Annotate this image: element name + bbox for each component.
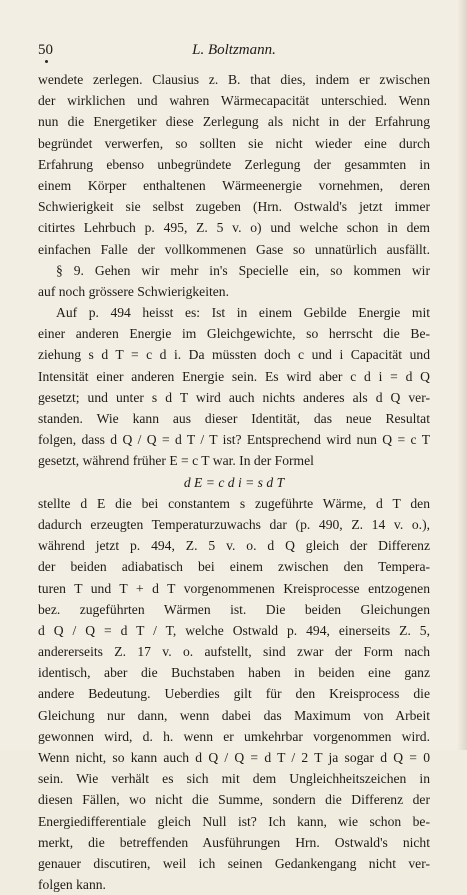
text-line: einem Körper enthaltenen Wärmeenergie vornehmen, deren: [38, 177, 430, 193]
formula-line: d E = c d i = s d T: [183, 474, 285, 490]
text-line: diesen Fällen, wo nicht die Summe, sondern die Differenz der: [38, 792, 430, 808]
text-line: folgen kann.: [38, 877, 106, 893]
body-text: [38, 69, 430, 895]
text-line: turen T und T + d T vorgenommenen Kreisprocesse entzogenen: [38, 580, 430, 596]
text-line: einfachen Falle der vollkommenen Gase so unnatürlich ausfällt.: [38, 241, 430, 257]
text-line: § 9. Gehen wir mehr in's Specielle ein, so kommen wir: [56, 262, 430, 278]
text-line: gewonnen wird, d. h. wenn er umkehrbar vorgenommen wird.: [38, 728, 430, 744]
text-line: Schwierigkeit sie selbst zugeben (Hrn. Ostwald's jetzt immer: [38, 199, 430, 215]
text-line: während jetzt p. 494, Z. 5 v. o. d Q gleich der Differenz: [38, 538, 430, 554]
text-line: auf noch grössere Schwierigkeiten.: [38, 283, 230, 299]
text-line: ziehung s d T = c d i. Da müssten doch c und i Capacität und: [38, 347, 430, 363]
running-head: L. Boltzmann.: [192, 42, 276, 58]
text-line: identisch, aber die Buchstaben haben in beiden eine ganz: [38, 665, 430, 681]
text-line: nun die Energetiker diese Zerlegung als nicht in der Erfahrung: [38, 114, 430, 130]
text-line: gesetzt; und unter s d T wird auch nichts anderes als d Q ver-: [38, 389, 430, 405]
text-line: andere Bedeutung. Ueberdies gilt für den Kreisprocess die: [38, 686, 430, 702]
text-line: gesetzt, während früher E = c T war. In der Formel: [38, 453, 314, 469]
page-header: [38, 40, 430, 60]
text-line: folgen, dass d Q / Q = d T / T ist? Entsprechend wird nun Q = c T: [38, 432, 430, 448]
text-line: Gleichung nur dann, wenn dabei das Maximum von Arbeit: [38, 707, 430, 723]
text-line: wendete zerlegen. Clausius z. B. that dies, indem er zwischen: [38, 72, 430, 87]
text-line: d Q / Q = d T / T, welche Ostwald p. 494, einerseits Z. 5,: [38, 622, 430, 638]
text-line: standen. Wie kann aus dieser Identität, das neue Resultat: [38, 411, 430, 426]
text-line: citirtes Lehrbuch p. 495, Z. 5 v. o) und welche schon in dem: [38, 220, 430, 236]
text-line: sein. Wie verhält es sich mit dem Ungleichheitszeichen in: [38, 771, 430, 787]
text-line: genauer discutiren, weil ich seinen Gedankengang nicht ver-: [38, 855, 430, 871]
page-number: 50: [38, 42, 53, 58]
text-line: Energiedifferentiale gleich Null ist? Ich kann, wie schon be-: [38, 813, 430, 829]
text-line: begründet verwerfen, so sollten sie nicht wieder eine durch: [38, 135, 430, 151]
page-gutter-shadow: [457, 0, 467, 750]
print-speck: [45, 60, 48, 63]
text-line: merkt, die betreffenden Ausführungen Hrn. Ostwald's nicht: [38, 834, 430, 850]
text-line: der beiden adiabatisch bei einem zwischen den Tempera-: [38, 559, 430, 575]
text-line: andererseits Z. 17 v. o. aufstellt, sind zwar der Form nach: [38, 644, 430, 660]
text-line: Auf p. 494 heisst es: Ist in einem Gebilde Energie mit: [56, 305, 430, 321]
text-line: stellte d E die bei constantem s zugeführte Wärme, d T den: [38, 495, 430, 511]
text-line: dadurch erzeugten Temperaturzuwachs dar (p. 490, Z. 14 v. o.),: [38, 516, 430, 532]
text-line: Erfahrung ebenso unbegründete Zerlegung der gesammten in: [38, 156, 430, 172]
text-line: Wenn nicht, so kann auch d Q / Q = d T / 2 T ja sogar d Q = 0: [38, 750, 430, 765]
text-line: Intensität einer anderen Energie sein. Es wird aber c d i = d Q: [38, 368, 430, 384]
text-line: der wirklichen und wahren Wärmecapacität unterschied. Wenn: [38, 93, 430, 109]
text-line: einer anderen Energie im Gleichgewichte, so herrscht die Be-: [38, 326, 430, 342]
text-line: bez. zugeführten Wärmen ist. Die beiden Gleichungen: [38, 601, 430, 617]
